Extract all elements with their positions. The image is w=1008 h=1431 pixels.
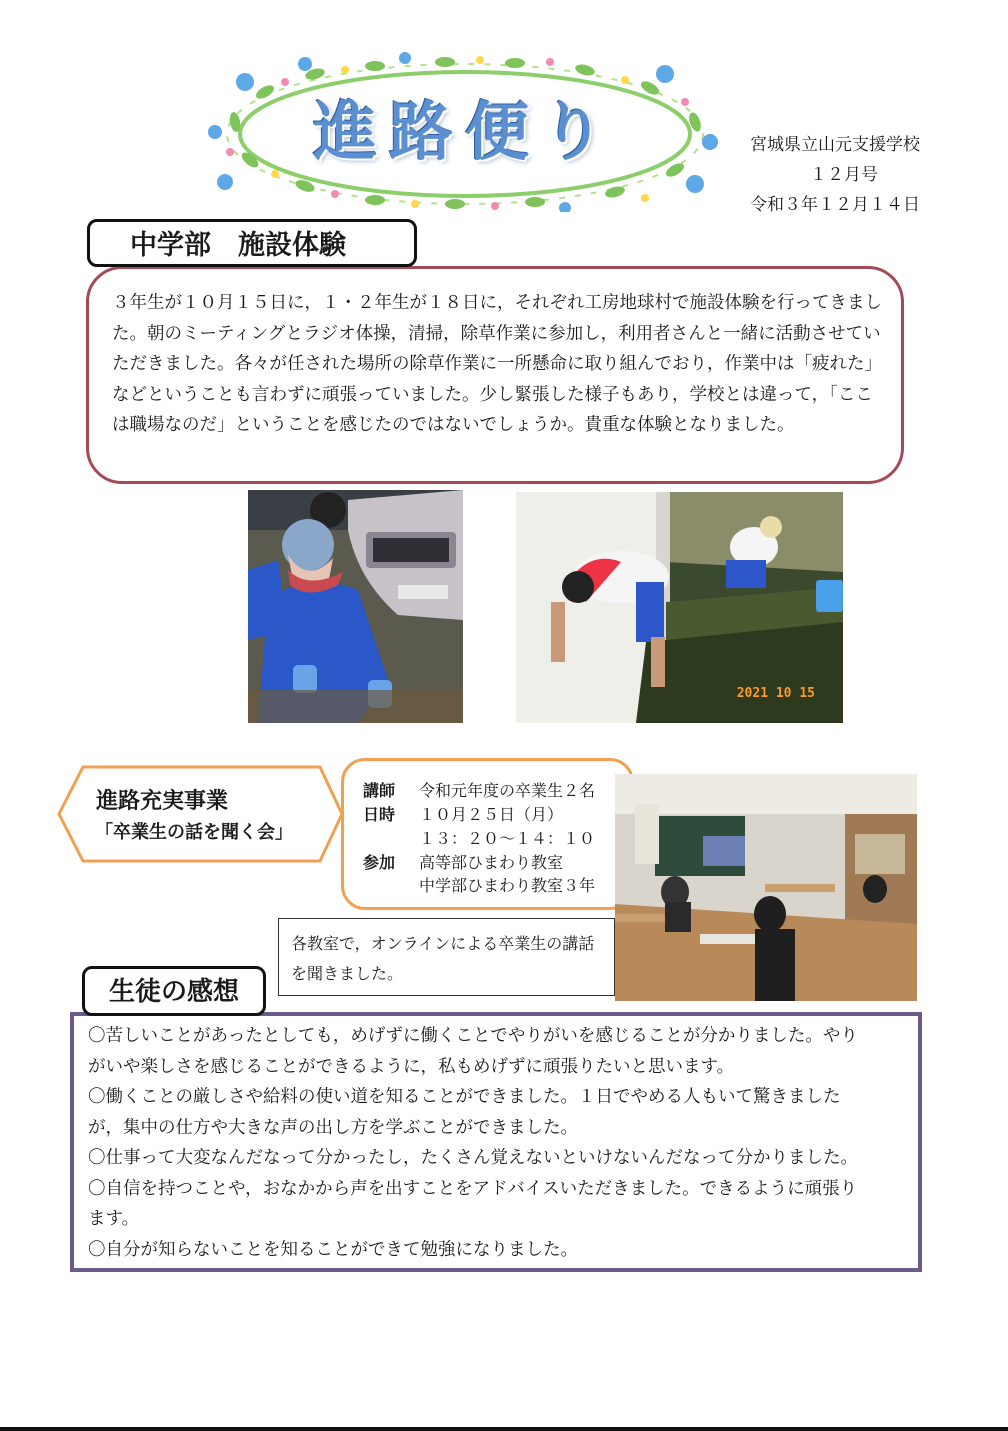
section1-body: ３年生が１０月１５日に，１・２年生が１８日に，それぞれ工房地球村で施設体験を行ってきました。朝のミーティングとラジオ体操，清掃，除草作業に参加し，利用者さんと一緒に活動させていただきました。各々が任された場所の除草作業に一所懸命に取り組んでおり，作業中は「疲れた」などということも言わずに頑張っていました。少し緊張した様子もあり，学校とは違って，「ここは職場なのだ」ということを感じたのではないでしょうか。貴重な体験となりました。 <box>112 293 882 435</box>
event-time: １３：２０～１４：１０ <box>419 829 596 848</box>
impression-line: 〇自信を持つことや，おなかから声を出すことをアドバイスいただきました。できるように頑張り <box>88 1178 858 1199</box>
photo-student-weeding-near-car <box>248 490 463 723</box>
section3-heading: 生徒の感想 <box>82 966 266 1016</box>
participant-group-2: 中学部ひまわり教室３年 <box>419 876 596 895</box>
participant-group-1: 高等部ひまわり教室 <box>419 853 564 872</box>
datetime-label: 日時 <box>363 805 396 824</box>
section2-title: 進路充実事業 <box>96 789 229 814</box>
section2-subtitle: 「卒業生の話を聞く会」 <box>95 822 293 843</box>
impression-line: ます。 <box>88 1209 140 1229</box>
page-bottom-rule <box>0 1427 1008 1431</box>
impression-line: 〇自分が知らないことを知ることができて勉強になりました。 <box>88 1239 578 1260</box>
lecturer-value: 令和元年度の卒業生２名 <box>419 781 596 800</box>
lecturer-label: 講師 <box>363 781 396 800</box>
photo-online-classroom <box>615 774 917 1001</box>
photo-timestamp: 2021 10 15 <box>736 686 815 701</box>
impression-line: 〇仕事って大変なんだなって分かったし，たくさん覚えないといけないんだなって分かりました。 <box>88 1148 858 1168</box>
photo-students-weeding-by-wall <box>516 492 843 723</box>
impression-line: 〇働くことの厳しさや給料の使い道を知ることができました。１日でやめる人もいて驚きました <box>88 1087 841 1107</box>
impression-line: がいや楽しさを感じることができるように，私もめげずに頑張りたいと思います。 <box>88 1056 735 1077</box>
issue-number: １２月号 <box>810 165 878 185</box>
impression-line: が，集中の仕方や大きな声の出し方を学ぶことができました。 <box>88 1117 578 1138</box>
participants-label: 参加 <box>363 853 396 872</box>
student-impressions <box>88 1021 910 1265</box>
photo-caption: 各教室で，オンラインによる卒業生の講話を聞きました。 <box>278 918 615 996</box>
issue-date: 令和３年１２月１４日 <box>750 195 920 215</box>
section1-heading: 中学部 施設体験 <box>87 219 417 267</box>
newsletter-title: 進路便り <box>313 95 617 170</box>
event-date: １０月２５日（月） <box>419 805 564 824</box>
impression-line: 〇苦しいことがあったとしても，めげずに働くことでやりがいを感じることが分かりました。やり <box>88 1026 858 1046</box>
school-name: 宮城県立山元支援学校 <box>750 135 920 155</box>
